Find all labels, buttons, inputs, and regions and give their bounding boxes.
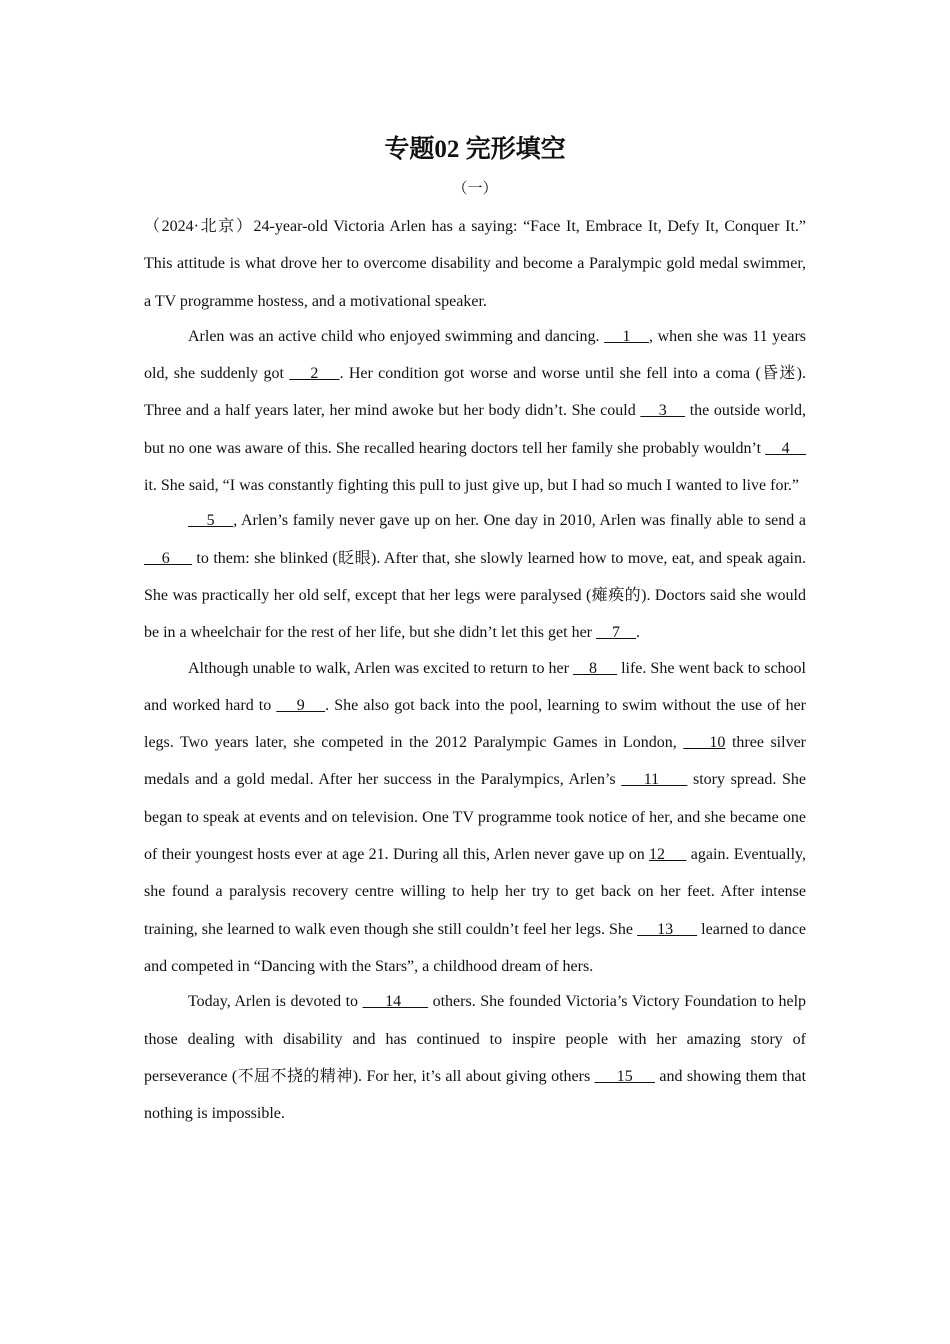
answer-blank[interactable]: 6 <box>144 549 192 567</box>
passage-text: （2024·北京）24-year-old Victoria Arlen has a saying: “Face It, Embrace It, Defy It, Conquer It.” This attitude is what drove her to overcome disability and become a Paralympic gold medal swimmer, a TV programme hostess, and a motivational speaker. <box>144 218 806 310</box>
passage-text: others. She founded Victoria’s Victory Foundation to help those dealing with disability and has continued to inspire people with her amazing story of perseverance (不屈不挠的精神). For her, it’s all about giving others <box>144 993 807 1085</box>
answer-blank[interactable]: 2 <box>289 365 340 383</box>
passage-text: and showing them that nothing is impossible. <box>144 1067 807 1123</box>
passage-text: Today, Arlen is devoted to <box>188 993 363 1011</box>
answer-blank[interactable]: 9 <box>276 696 326 714</box>
page-title: 专题02 完形填空 <box>384 136 566 163</box>
answer-blank[interactable]: 8 <box>572 659 618 677</box>
cloze-passage <box>144 208 806 1132</box>
passage-text: life. She went back to school and worked hard to <box>144 659 807 714</box>
passage-text: . She also got back into the pool, learning to swim without the use of her legs. Two years later, she competed in the 2012 Paralympic Games in London, <box>144 696 806 752</box>
answer-blank[interactable]: 14 <box>362 993 429 1011</box>
answer-blank[interactable]: 10 <box>683 734 726 752</box>
answer-blank[interactable]: 13 <box>637 920 698 938</box>
answer-blank[interactable]: 1 <box>604 327 649 345</box>
answer-blank[interactable]: 5 <box>188 512 234 530</box>
passage-paragraph <box>144 983 806 1132</box>
passage-text: , when she was 11 years old, she suddenly got <box>144 327 807 383</box>
passage-text: , Arlen’s family never gave up on her. One day in 2010, Arlen was finally able to send a <box>233 512 807 530</box>
section-label: （一） <box>452 181 498 197</box>
answer-blank[interactable]: 12 <box>649 846 687 864</box>
passage-paragraph <box>144 502 806 651</box>
passage-paragraph <box>144 318 806 504</box>
passage-text: . Her condition got worse and worse until she fell into a coma (昏迷). Three and a half years later, her mind awoke but her body didn’t. She could <box>144 365 806 420</box>
passage-text: . <box>636 624 640 642</box>
answer-blank[interactable]: 7 <box>596 624 636 642</box>
answer-blank[interactable]: 3 <box>640 402 686 420</box>
document-page <box>144 128 806 1130</box>
passage-text: to them: she blinked (眨眼). After that, she slowly learned how to move, eat, and speak again. She was practically her old self, except that her legs were paralysed (瘫痪的). Doctors said she would be in a wheelchair for the rest of her life, but she didn’t let this get her <box>144 549 807 642</box>
passage-text: the outside world, but no one was aware of this. She recalled hearing doctors tell her family she probably wouldn’t <box>144 402 807 457</box>
passage-text: learned to dance and competed in “Dancing with the Stars”, a childhood dream of hers. <box>144 920 807 975</box>
passage-text: Arlen was an active child who enjoyed swimming and dancing. <box>188 327 605 345</box>
passage-paragraph <box>144 208 806 320</box>
passage-text: story spread. She began to speak at events and on television. One TV programme took notice of her, and she became one of their youngest hosts ever at age 21. During all this, Arlen never gave up on <box>144 771 807 864</box>
passage-text: it. She said, “I was constantly fighting this pull to just give up, but I had so much I wanted to live for.” <box>144 477 800 495</box>
passage-text: Although unable to walk, Arlen was excited to return to her <box>188 659 573 677</box>
passage-text: three silver medals and a gold medal. After her success in the Paralympics, Arlen’s <box>144 734 807 789</box>
answer-blank[interactable]: 11 <box>621 771 688 789</box>
passage-paragraph <box>144 650 806 986</box>
answer-blank[interactable]: 4 <box>765 439 807 457</box>
answer-blank[interactable]: 15 <box>594 1067 655 1085</box>
passage-text: again. Eventually, she found a paralysis recovery centre willing to help her try to get back on her feet. After intense training, she learned to walk even though she still couldn’t feel her legs. She <box>144 846 807 938</box>
